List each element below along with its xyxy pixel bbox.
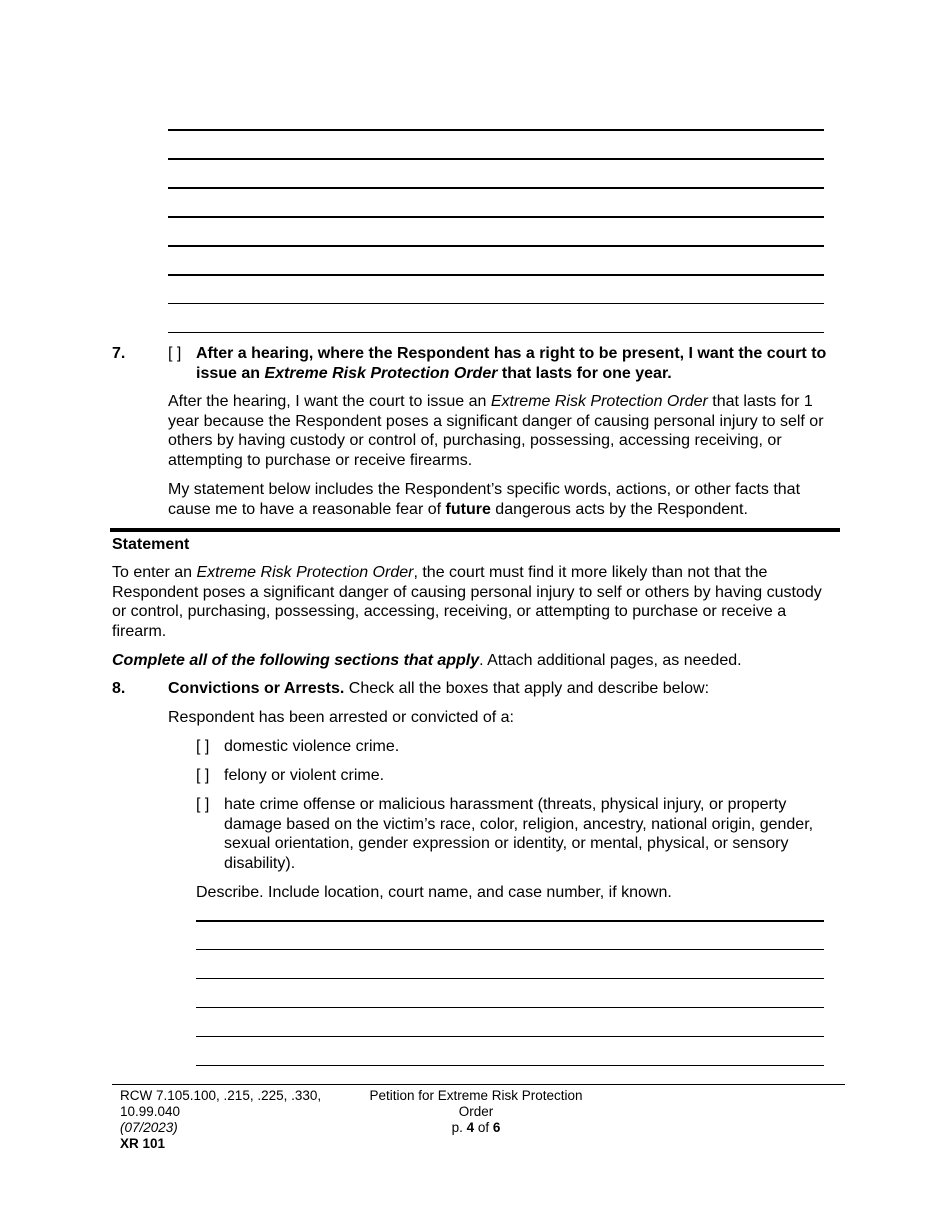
option-label-hate-crime: hate crime offense or malicious harassment (threats, physical injury, or property damage based on the victim’s race, color, religion, ancestry, national origin, gender, sexual orientation, gender expression or identity, or mental, physical, or sensory disability). xyxy=(224,796,814,872)
paragraph-bold-text: future xyxy=(445,500,491,518)
writing-line[interactable] xyxy=(168,216,824,218)
footer-rcw-line-2: 10.99.040 xyxy=(120,1104,181,1119)
paragraph-italic-text: Extreme Risk Protection Order xyxy=(196,564,414,581)
footer-rule xyxy=(112,1084,845,1085)
writing-line[interactable] xyxy=(196,949,824,950)
page-current: 4 xyxy=(466,1120,475,1135)
option-label-felony: felony or violent crime. xyxy=(224,767,385,784)
page-total: 6 xyxy=(492,1120,501,1135)
section-7-paragraph-2 xyxy=(168,480,844,519)
paragraph-text: To enter an xyxy=(112,564,197,581)
footer-rcw-line-1: RCW 7.105.100, .215, .225, .330, xyxy=(120,1088,322,1103)
paragraph-text: My statement below includes the Respondent’s specific words, actions, or other facts that cause me to have a reasonable fear of xyxy=(168,481,801,518)
paragraph-text: that lasts for 1 year because the Respondent poses a significant danger of causing personal injury to self or others by having custody or control of, purchasing, possessing, accessing receiving, or attempting to purchase or receive firearms. xyxy=(168,393,824,469)
writing-line[interactable] xyxy=(168,158,824,160)
footer-form-id: XR 101 xyxy=(120,1136,166,1151)
paragraph-text: , the court must find it more likely than not that the Respondent poses a significant danger of causing personal injury to self or others by having custody or control, purchasing, possessing, accessing, receiving, or attempting to purchase or receive a firearm. xyxy=(112,564,822,640)
writing-line[interactable] xyxy=(168,129,824,131)
heading-text: that lasts for one year. xyxy=(497,364,672,382)
instruction-bold-text: Complete all of the following sections that apply xyxy=(112,652,480,669)
statement-instruction xyxy=(112,651,852,671)
section-8-title: Convictions or Arrests. xyxy=(168,680,345,697)
writing-line[interactable] xyxy=(168,332,824,333)
page-of: of xyxy=(474,1120,493,1135)
statement-heading: Statement xyxy=(112,536,190,553)
paragraph-text: After the hearing, I want the court to issue an xyxy=(168,393,491,410)
writing-line[interactable] xyxy=(168,303,824,304)
section-8-heading xyxy=(168,679,844,699)
footer-date: (07/2023) xyxy=(120,1120,178,1135)
section-7-paragraph-1 xyxy=(168,392,844,470)
page-prefix: p. xyxy=(451,1120,467,1135)
option-checkbox-domestic-violence[interactable]: [ ] xyxy=(196,738,210,755)
writing-line[interactable] xyxy=(196,978,824,979)
section-7-number: 7. xyxy=(112,345,126,362)
heading-italic-text: Extreme Risk Protection Order xyxy=(264,364,498,382)
instruction-text: . Attach additional pages, as needed. xyxy=(479,652,742,669)
footer-center xyxy=(360,1088,592,1136)
option-checkbox-felony[interactable]: [ ] xyxy=(196,767,210,784)
section-8-title-rest: Check all the boxes that apply and describe below: xyxy=(344,680,710,697)
writing-line[interactable] xyxy=(196,920,824,922)
section-7-checkbox[interactable]: [ ] xyxy=(168,345,182,362)
writing-line[interactable] xyxy=(168,274,824,276)
paragraph-italic-text: Extreme Risk Protection Order xyxy=(490,393,708,410)
footer-title-line-1: Petition for Extreme Risk Protection xyxy=(369,1088,583,1103)
section-divider xyxy=(110,528,840,532)
option-label-domestic-violence: domestic violence crime. xyxy=(224,738,400,755)
writing-line[interactable] xyxy=(168,245,824,247)
heading-text: After a hearing, where the Respondent has a right to be present, I want the court to issue an xyxy=(196,345,827,382)
section-8-number: 8. xyxy=(112,680,126,697)
paragraph-text: dangerous acts by the Respondent. xyxy=(490,500,748,518)
writing-line[interactable] xyxy=(196,1065,824,1066)
footer-title-line-2: Order xyxy=(458,1104,494,1119)
section-7-heading xyxy=(196,344,844,383)
footer-page-number xyxy=(360,1120,592,1136)
footer-left xyxy=(120,1088,321,1152)
writing-line[interactable] xyxy=(196,1007,824,1008)
describe-instruction: Describe. Include location, court name, and case number, if known. xyxy=(196,884,672,901)
writing-line[interactable] xyxy=(168,187,824,189)
writing-line[interactable] xyxy=(196,1036,824,1037)
option-checkbox-hate-crime[interactable]: [ ] xyxy=(196,796,210,813)
statement-paragraph xyxy=(112,563,832,641)
section-8-intro: Respondent has been arrested or convicted of a: xyxy=(168,709,514,726)
